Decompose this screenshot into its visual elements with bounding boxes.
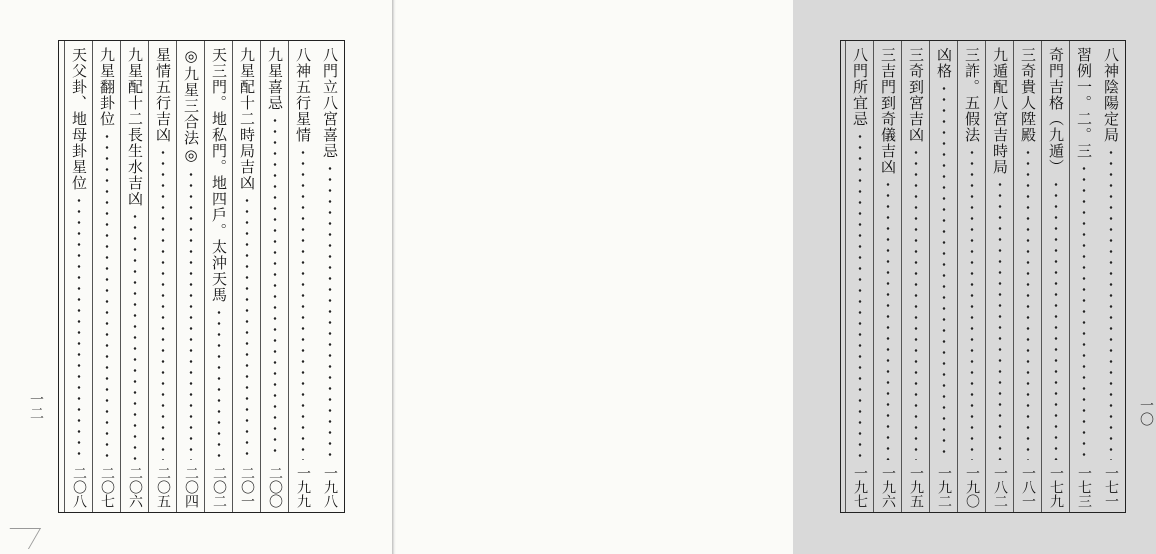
toc-entry xyxy=(204,41,232,512)
toc-entry xyxy=(873,41,901,512)
toc-entry-title: 八神陰陽定局 xyxy=(1102,47,1120,143)
toc-entry xyxy=(1041,41,1069,512)
toc-entry-title: 星情五行吉凶 xyxy=(154,47,172,143)
leader-dots xyxy=(217,307,221,460)
toc-entry-title: 九星配十二時局吉凶 xyxy=(238,47,256,191)
toc-entry xyxy=(288,41,316,512)
toc-entry xyxy=(64,41,92,512)
toc-entry-page-number: 一七三 xyxy=(1076,466,1092,508)
toc-entry-page-number: 一九八 xyxy=(322,466,338,508)
leader-dots xyxy=(189,169,193,460)
leader-dots xyxy=(245,195,249,460)
toc-entry xyxy=(845,41,873,512)
toc-entry-title: 八門所宜忌 xyxy=(851,47,869,127)
toc-entry-page-number: 二〇〇 xyxy=(267,466,283,508)
toc-entry-title: 三奇貴人陞殿 xyxy=(1019,47,1037,143)
toc-entry-title: 凶格 xyxy=(935,47,953,79)
left-page xyxy=(0,0,392,554)
right-page-folio: 一〇 xyxy=(1138,398,1154,426)
leader-dots xyxy=(105,131,109,460)
toc-entry xyxy=(1013,41,1041,512)
toc-entry-page-number: 一九〇 xyxy=(964,466,980,508)
toc-entry-page-number: 一八二 xyxy=(992,466,1008,508)
toc-entry xyxy=(120,41,148,512)
left-page-folio: 一二 xyxy=(28,392,44,420)
leader-dots xyxy=(858,131,862,460)
toc-entry-page-number: 一九五 xyxy=(908,466,924,508)
toc-entry-page-number: 一七九 xyxy=(1048,466,1064,508)
toc-entry-title: 九星翻卦位 xyxy=(98,47,116,127)
leader-dots xyxy=(970,147,974,460)
right-toc-frame xyxy=(840,40,1126,513)
leader-dots xyxy=(133,211,137,460)
toc-entry-page-number: 一七一 xyxy=(1103,466,1119,508)
toc-entry xyxy=(957,41,985,512)
toc-entry-page-number: 二〇六 xyxy=(127,466,143,508)
toc-entry-page-number: 一九六 xyxy=(880,466,896,508)
toc-entry-title: 八神五行星情 xyxy=(294,47,312,143)
toc-entry-title: ◎九星三合法◎ xyxy=(182,47,200,165)
toc-entry xyxy=(929,41,957,512)
toc-entry xyxy=(901,41,929,512)
toc-entry-page-number: 二〇四 xyxy=(183,466,199,508)
toc-entry xyxy=(316,41,344,512)
toc-entry xyxy=(232,41,260,512)
leader-dots xyxy=(161,147,165,460)
leader-dots xyxy=(942,83,946,460)
leader-dots xyxy=(886,179,890,460)
leader-dots xyxy=(1082,163,1086,460)
toc-entry-page-number: 一八一 xyxy=(1020,466,1036,508)
scan-artifact xyxy=(0,528,41,549)
leader-dots xyxy=(1109,147,1113,460)
toc-entry-title: 三奇到宮吉凶 xyxy=(907,47,925,143)
toc-entry-page-number: 一九二 xyxy=(936,466,952,508)
leader-dots xyxy=(301,147,305,460)
toc-entry-title: 奇門吉格（九遁） xyxy=(1047,47,1065,175)
toc-entry-page-number: 二〇二 xyxy=(211,466,227,508)
left-toc-frame xyxy=(58,40,345,513)
toc-entry xyxy=(1097,41,1125,512)
toc-entry-title: 天父卦、地母卦星位 xyxy=(70,47,88,191)
toc-entry xyxy=(985,41,1013,512)
toc-entry-page-number: 一九九 xyxy=(295,466,311,508)
leader-dots xyxy=(1054,179,1058,460)
toc-entry-title: 九星喜忌 xyxy=(266,47,284,111)
toc-entry-title: 三吉門到奇儀吉凶 xyxy=(879,47,897,175)
leader-dots xyxy=(77,195,81,460)
toc-entry-page-number: 一九七 xyxy=(852,466,868,508)
toc-entry-page-number: 二〇八 xyxy=(71,466,87,508)
leader-dots xyxy=(273,115,277,460)
toc-entry-title: 習例一。二。三 xyxy=(1075,47,1093,159)
toc-entry-title: 天三門。地私門。地四戶。太沖天馬 xyxy=(210,47,228,303)
toc-entry xyxy=(148,41,176,512)
leader-dots xyxy=(1026,147,1030,460)
toc-entry-title: 三詐。五假法 xyxy=(963,47,981,143)
toc-entry-title: 九星配十二長生水吉凶 xyxy=(126,47,144,207)
leader-dots xyxy=(998,179,1002,460)
toc-entry-title: 八門立八宮喜忌 xyxy=(321,47,339,159)
leader-dots xyxy=(914,147,918,460)
toc-entry-title: 九遁配八宮吉時局 xyxy=(991,47,1009,175)
toc-entry xyxy=(176,41,204,512)
leader-dots xyxy=(328,163,332,460)
right-page xyxy=(396,0,1154,554)
toc-entry-page-number: 二〇七 xyxy=(99,466,115,508)
toc-entry-page-number: 二〇五 xyxy=(155,466,171,508)
toc-entry-page-number: 二〇一 xyxy=(239,466,255,508)
toc-entry xyxy=(92,41,120,512)
toc-entry xyxy=(1069,41,1097,512)
toc-entry xyxy=(260,41,288,512)
